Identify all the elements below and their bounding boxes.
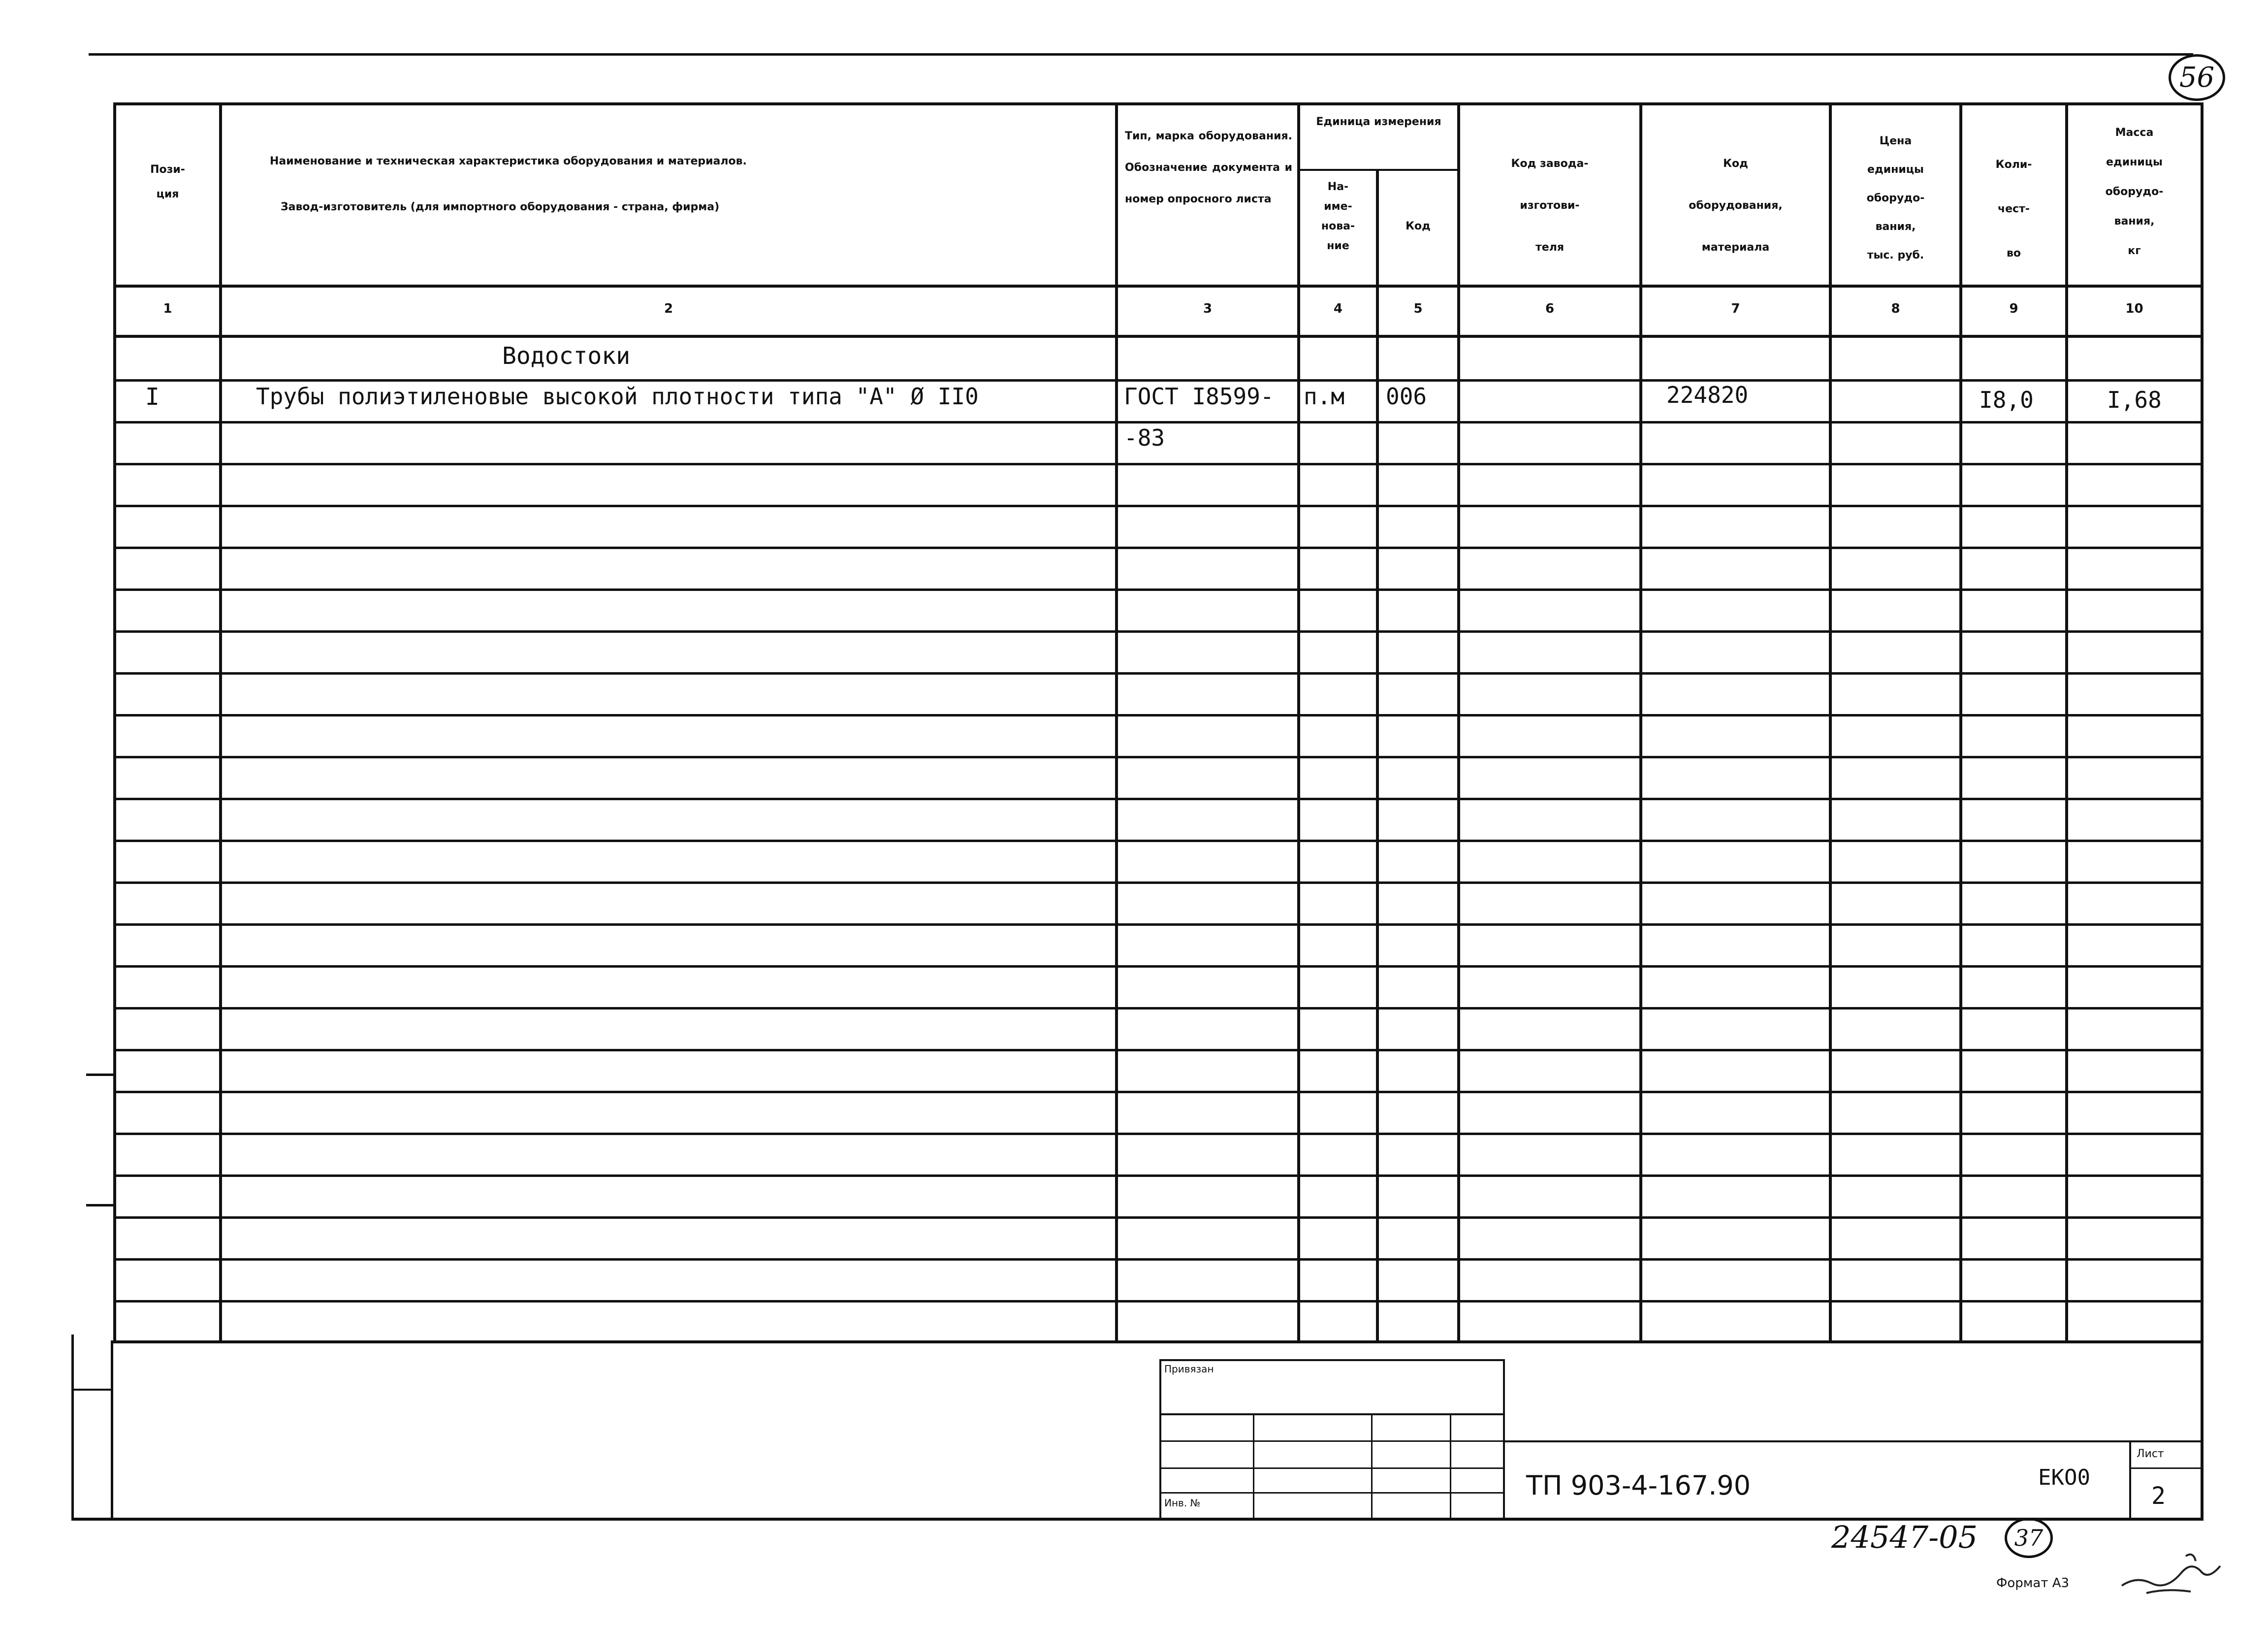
header-mass: Масса единицы оборудо- вания, кг [2105,127,2164,257]
row-name: Трубы полиэтиленовые высокой плотности типа "А" Ø II0 [256,383,979,410]
frame-right [2201,102,2204,1521]
row-rule [113,881,2204,884]
row-doc-line2: -83 [1124,424,1165,451]
column-number-2: 2 [664,301,673,316]
header-factory-code: Код завода- изготови- теля [1511,158,1589,254]
frame-left [113,102,116,1343]
header-unit-group: Единица измерения [1316,116,1441,128]
row-rule [113,1049,2204,1051]
row-rule [113,1174,2204,1177]
row-rule [113,756,2204,758]
row-rule [113,965,2204,968]
col-divider-5 [1457,102,1460,1343]
row-rule [113,505,2204,507]
number-row-bottom-line [113,335,2204,338]
header-quantity: Коли- чест- во [1995,159,2032,260]
row-rule [113,840,2204,842]
row-rule [113,1133,2204,1135]
column-number-7: 7 [1731,301,1740,316]
column-number-10: 10 [2125,301,2143,316]
document-code: ТП 903-4-167.90 [1526,1470,1751,1501]
header-material-code: Код оборудования, материала [1689,158,1783,254]
col-divider-2 [1115,102,1118,1343]
corner-page-number: 56 [2169,54,2225,101]
section-code: ЕКО0 [2038,1465,2090,1490]
unit-group-subline [1297,169,1460,171]
header-price: Цена единицы оборудо- вания, тыс. руб. [1866,135,1925,261]
row-rule [113,1007,2204,1009]
binding-strip-right [111,1340,113,1520]
format-label: Формат А3 [1996,1576,2070,1591]
row-rule [113,1216,2204,1219]
row-rule [113,547,2204,549]
col-divider-7 [1829,102,1832,1343]
sheet-number: 2 [2151,1482,2166,1510]
col-divider-4 [1376,170,1379,1343]
column-number-5: 5 [1413,301,1423,316]
column-number-6: 6 [1545,301,1555,316]
row-rule [113,672,2204,675]
table-bottom-line [113,1340,2204,1343]
column-number-3: 3 [1203,301,1213,316]
col-divider-3 [1297,102,1300,1343]
inv-number-label: Инв. № [1164,1497,1201,1509]
row-doc-line1: ГОСТ I8599- [1124,383,1274,410]
header-position: Пози- ция [150,163,185,200]
col-divider-9 [2065,102,2068,1343]
header-type-doc: Тип, марка оборудования. Обозначение документа и номер опросного листа [1125,130,1292,205]
row-rule [113,1300,2204,1302]
section-title: Водостоки [502,342,631,370]
row-quantity: I8,0 [1979,387,2034,413]
archive-number: 24547-05 [1831,1519,1978,1555]
row-unit-code: 006 [1386,383,1427,410]
row-rule [113,798,2204,800]
row-rule [113,923,2204,926]
row-material-code: 224820 [1666,382,1749,408]
binding-strip-left [71,1335,74,1519]
margin-mark-1 [86,1074,113,1076]
row-rule [113,714,2204,716]
row-rule [113,379,2204,382]
top-rule [89,53,2193,56]
sheet-label: Лист [2137,1448,2164,1460]
row-rule [113,588,2204,591]
margin-mark-2 [86,1204,113,1206]
signature-scribble [2117,1546,2230,1600]
header-unit-code: Код [1406,220,1431,232]
column-number-9: 9 [2009,301,2018,316]
row-rule [113,630,2204,633]
header-name-line2: Завод-изготовитель (для импортного оборудования - страна, фирма) [281,201,720,213]
column-number-1: 1 [163,301,172,316]
row-rule [113,421,2204,423]
row-unit-name: п.м [1304,383,1345,410]
column-number-4: 4 [1333,301,1343,316]
column-number-8: 8 [1891,301,1900,316]
header-unit-name: На- име- нова- ние [1321,181,1355,252]
header-bottom-line [113,285,2204,288]
col-divider-1 [219,102,222,1343]
binding-strip-mid [71,1389,113,1391]
row-mass: I,68 [2107,387,2162,413]
archive-circle-number: 37 [2005,1518,2053,1558]
col-divider-8 [1959,102,1962,1343]
header-name-line1: Наименование и техническая характеристика оборудования и материалов. [270,155,747,167]
col-divider-6 [1639,102,1642,1343]
header-top-line [113,102,2204,105]
privyazan-label: Привязан [1164,1363,1214,1375]
row-rule [113,1091,2204,1093]
row-rule [113,463,2204,465]
row-rule [113,1258,2204,1261]
row-position: I [145,383,160,411]
